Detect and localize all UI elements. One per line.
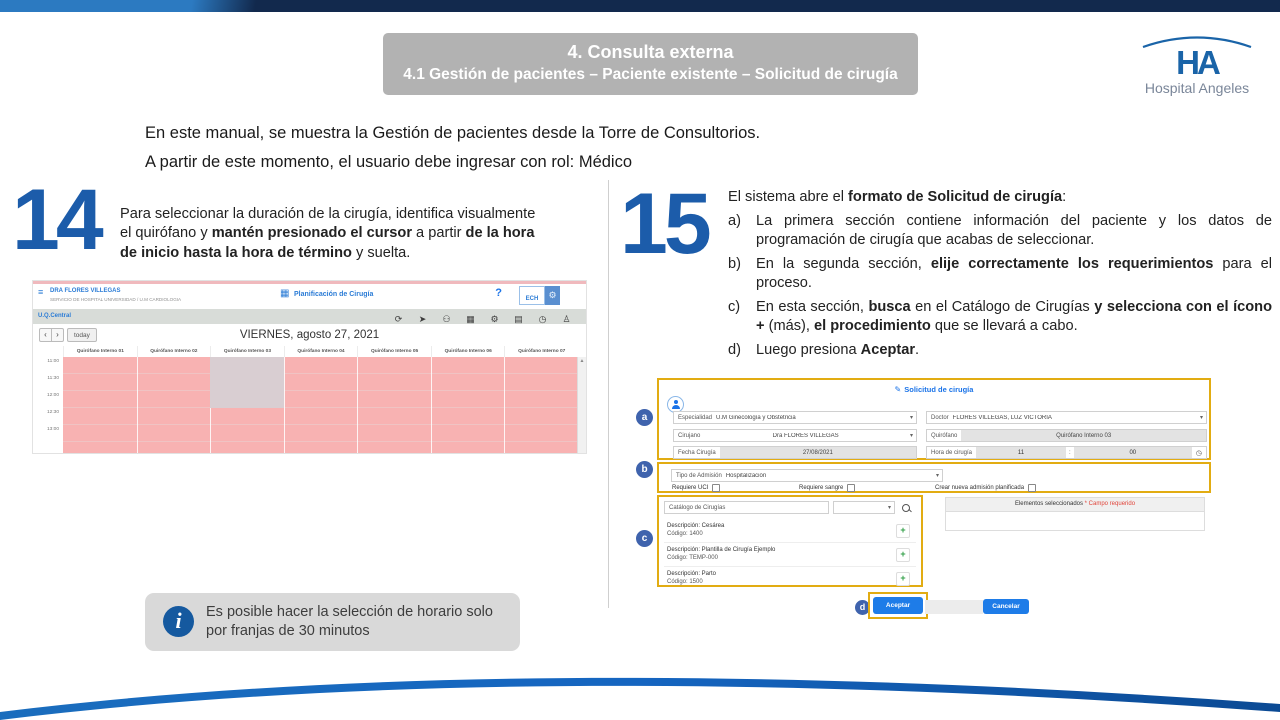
column-header: Quirófano Interno 05 bbox=[357, 346, 431, 357]
selected-elements-header bbox=[945, 497, 1205, 512]
slide-title bbox=[383, 33, 918, 95]
time-label: 12:30 bbox=[46, 410, 59, 415]
step15-text: La primera sección contiene información del paciente y los datos de programación de cirugía que acabas de seleccionar. bbox=[756, 212, 1272, 248]
section-c-catalog bbox=[657, 495, 923, 587]
column-header: Quirófano Interno 03 bbox=[210, 346, 284, 357]
field-label: Cirujano bbox=[678, 432, 701, 439]
item-label: d) bbox=[728, 341, 741, 358]
form-title bbox=[659, 385, 1209, 394]
calendar-screenshot bbox=[33, 281, 586, 453]
add-item-button[interactable]: + bbox=[896, 548, 910, 562]
item-code: Código: 1500 bbox=[667, 579, 703, 585]
glyph: ◷ bbox=[538, 314, 547, 324]
next-button[interactable]: › bbox=[52, 328, 64, 342]
intro-line1: En este manual, se muestra la Gestión de pacientes desde la Torre de Consultorios. bbox=[145, 124, 761, 142]
chevron-down-icon: ▾ bbox=[935, 473, 939, 479]
add-item-button[interactable]: + bbox=[896, 572, 910, 586]
glyph: ⚙ bbox=[490, 314, 499, 324]
glyph: ▦ bbox=[466, 314, 475, 324]
slide-title-line1: 4. Consulta externa bbox=[567, 42, 734, 62]
item-description: Descripción: Plantilla de Cirugía Ejemplo bbox=[667, 547, 776, 553]
step15-intro bbox=[728, 188, 1272, 208]
area-toolbar bbox=[33, 309, 586, 324]
step15-text: El sistema abre el bbox=[728, 189, 849, 205]
section-b-requirements bbox=[657, 462, 1211, 493]
ech-text: ECH bbox=[525, 296, 539, 302]
tipo-admision-select[interactable] bbox=[671, 469, 943, 482]
module-title: Planificación de Cirugía bbox=[294, 291, 374, 298]
step15-text: Luego presiona bbox=[756, 341, 861, 358]
catalog-item bbox=[664, 542, 916, 566]
intro-line2: A partir de este momento, el usuario debe ingresar con rol: Médico bbox=[145, 153, 633, 171]
scalpel-icon: ✎ bbox=[894, 385, 902, 394]
item-label: b) bbox=[728, 255, 741, 272]
schedule-grid bbox=[33, 346, 586, 453]
today-button[interactable]: today bbox=[67, 328, 97, 342]
chevron-down-icon: ▾ bbox=[1199, 415, 1203, 421]
settings-gear-icon[interactable]: ⚙ bbox=[545, 286, 560, 305]
step15-instructions bbox=[728, 188, 1272, 360]
grid-column bbox=[431, 357, 432, 453]
step15-text-bold: busca bbox=[868, 298, 911, 315]
field-label: Catálogo de Cirugías bbox=[669, 504, 726, 511]
chevron-down-icon: ▾ bbox=[887, 505, 891, 511]
accept-button[interactable]: Aceptar bbox=[873, 597, 923, 614]
catalog-search-field[interactable] bbox=[664, 501, 829, 514]
doctor-select[interactable] bbox=[926, 411, 1207, 424]
time-label: 13:00 bbox=[46, 427, 59, 432]
date-title: VIERNES, agosto 27, 2021 bbox=[239, 329, 380, 341]
info-note bbox=[145, 593, 520, 651]
glyph: ▤ bbox=[514, 314, 523, 324]
time-label: 12:00 bbox=[46, 393, 59, 398]
selected-elements-panel bbox=[945, 497, 1205, 531]
step15-text-bold: formato de Solicitud de cirugía bbox=[848, 189, 1063, 205]
menu-icon[interactable]: ≡ bbox=[38, 287, 44, 297]
item-description: Descripción: Cesárea bbox=[667, 523, 725, 529]
step14-text: Para seleccionar la duración de la cirugía, identifica visualmente el quirófano y bbox=[120, 205, 536, 242]
time-label: 11:00 bbox=[47, 359, 59, 364]
field-label: Hora de cirugía bbox=[931, 449, 973, 456]
column-header: Quirófano Interno 01 bbox=[63, 346, 137, 357]
column-header: Quirófano Interno 06 bbox=[431, 346, 505, 357]
prev-next-buttons bbox=[39, 328, 64, 342]
step14-text: y suelta. bbox=[351, 244, 411, 261]
cirujano-select[interactable] bbox=[673, 429, 917, 442]
field-value: U.M Ginecología y Obstetricia bbox=[716, 414, 796, 421]
step15-text-bold: el procedimiento bbox=[814, 318, 931, 334]
intro-text bbox=[145, 119, 760, 177]
catalog-list bbox=[664, 519, 916, 590]
item-code: Código: 1400 bbox=[667, 531, 703, 537]
badge-a: a bbox=[636, 409, 653, 426]
required-note: * Campo requerido bbox=[1084, 501, 1136, 507]
badge-c: c bbox=[636, 530, 653, 547]
footer-swoosh bbox=[0, 658, 1280, 720]
field-label: Tipo de Admisión bbox=[676, 472, 722, 479]
add-item-button[interactable]: + bbox=[896, 524, 910, 538]
catalog-search-row bbox=[664, 501, 910, 514]
item-description: Descripción: Parto bbox=[667, 571, 717, 577]
step15-text-bold: Aceptar bbox=[860, 341, 916, 358]
step15-item-b bbox=[728, 255, 1272, 294]
logo-monogram: HA bbox=[1176, 44, 1218, 81]
grid-column bbox=[504, 357, 505, 453]
cancel-button[interactable]: Cancelar bbox=[983, 599, 1029, 614]
badge-d: d bbox=[855, 600, 870, 615]
badge-b: b bbox=[636, 461, 653, 478]
top-accent-bar bbox=[0, 0, 1280, 12]
step14-instructions bbox=[120, 205, 550, 264]
grid-column bbox=[137, 357, 138, 453]
catalog-filter-select[interactable] bbox=[833, 501, 895, 514]
app-header bbox=[33, 284, 586, 309]
grid-column bbox=[357, 357, 358, 453]
checkbox-label: Requiere sangre bbox=[799, 485, 844, 491]
chevron-down-icon: ▾ bbox=[909, 415, 913, 421]
step14-text-bold: de la hora de inicio hasta la hora de término bbox=[120, 225, 535, 261]
requiere-uci-option bbox=[672, 484, 720, 492]
checkbox-label: Requiere UCI bbox=[672, 485, 709, 491]
checkbox-label: Crear nueva admisión planificada bbox=[935, 485, 1025, 491]
catalog-item bbox=[664, 519, 916, 542]
step15-text-bold: y selecciona con el ícono + bbox=[756, 298, 1272, 334]
calendar-nav-row bbox=[33, 324, 586, 346]
doctor-name: DRA FLORES VILLEGAS bbox=[50, 288, 121, 294]
catalog-item bbox=[664, 566, 916, 590]
requiere-sangre-checkbox[interactable] bbox=[847, 484, 855, 492]
step15-item-a bbox=[728, 212, 1272, 251]
scroll-up-icon[interactable]: ▲ bbox=[579, 358, 585, 364]
step15-text: en el Catálogo de Cirugías bbox=[910, 298, 1095, 315]
step15-text: : bbox=[1062, 189, 1067, 205]
person-icon bbox=[674, 400, 678, 404]
glyph: ➤ bbox=[418, 314, 427, 324]
step15-number: 15 bbox=[620, 176, 708, 272]
time-label: 11:30 bbox=[47, 376, 59, 381]
form-title-text: Solicitud de cirugía bbox=[904, 385, 974, 394]
step15-text: . bbox=[915, 341, 920, 358]
step15-item-d bbox=[728, 341, 1272, 361]
field-label: Fecha Cirugía bbox=[678, 449, 716, 456]
requiere-sangre-option bbox=[799, 484, 855, 492]
requiere-uci-checkbox[interactable] bbox=[712, 484, 720, 492]
nueva-admision-checkbox[interactable] bbox=[1028, 484, 1036, 492]
item-label: c) bbox=[728, 298, 741, 315]
logo-name: Hospital Angeles bbox=[1144, 80, 1250, 96]
field-value: FLORES VILLEGAS, LUZ VICTORIA bbox=[952, 414, 1052, 421]
nueva-admision-option bbox=[935, 484, 1036, 492]
info-icon: i bbox=[163, 606, 194, 637]
info-text: Es posible hacer la selección de horario solo por franjas de 30 minutos bbox=[206, 604, 493, 639]
field-label: Especialidad bbox=[678, 414, 713, 421]
step15-text: (más), bbox=[764, 318, 814, 334]
quirofano-field bbox=[926, 429, 1207, 442]
app-logo bbox=[519, 286, 560, 305]
search-icon[interactable] bbox=[902, 504, 910, 512]
button-gap bbox=[925, 600, 983, 614]
field-value: Hospitalización bbox=[725, 472, 767, 479]
fecha-field bbox=[673, 446, 917, 459]
ech-logo bbox=[519, 286, 545, 305]
column-divider bbox=[608, 180, 609, 608]
item-code: Código: TEMP-000 bbox=[667, 555, 718, 561]
step15-text: que se llevará a cabo. bbox=[930, 318, 1078, 334]
step14-number: 14 bbox=[12, 172, 100, 268]
chevron-down-icon: ▾ bbox=[909, 433, 913, 439]
glyph: ♙ bbox=[562, 314, 571, 324]
step14-text-bold: mantén presionado el cursor bbox=[211, 225, 412, 242]
field-value-disabled: Quirófano Interno 03 bbox=[961, 430, 1206, 441]
clock-icon[interactable]: ◷ bbox=[1195, 449, 1202, 457]
glyph: ⚇ bbox=[442, 314, 451, 324]
service-line: SERVICIO DE HOSPITAL UNIVERSIDAD / U.M CARDIOLOGIA bbox=[50, 297, 182, 302]
surgery-form-screenshot bbox=[655, 376, 1215, 622]
area-tab[interactable]: U.Q.Central bbox=[38, 313, 72, 319]
item-label: a) bbox=[728, 212, 741, 229]
glyph: ⟳ bbox=[394, 314, 403, 324]
slide-title-line2: 4.1 Gestión de pacientes – Paciente existente – Solicitud de cirugía bbox=[403, 66, 898, 83]
column-header: Quirófano Interno 02 bbox=[137, 346, 211, 357]
especialidad-select[interactable] bbox=[673, 411, 917, 424]
step15-text-bold: elije correctamente los requerimientos bbox=[930, 255, 1214, 272]
grid-column bbox=[284, 357, 285, 453]
checkbox-row bbox=[659, 484, 1209, 494]
hospital-angeles-logo bbox=[1136, 34, 1258, 96]
selected-header-text: Elementos seleccionados bbox=[1014, 501, 1085, 507]
step15-item-c bbox=[728, 298, 1272, 337]
column-header: Quirófano Interno 07 bbox=[504, 346, 578, 357]
minute-value: 00 bbox=[1074, 447, 1192, 458]
section-a-patient-data bbox=[657, 378, 1211, 460]
step15-text: En la segunda sección, bbox=[756, 255, 931, 272]
field-label: Doctor bbox=[931, 414, 949, 421]
selected-elements-empty bbox=[945, 512, 1205, 531]
calendar-icon: ▦ bbox=[280, 288, 290, 299]
selected-time-range[interactable] bbox=[210, 357, 284, 408]
hora-field bbox=[926, 446, 1207, 459]
help-icon[interactable]: ? bbox=[495, 287, 502, 299]
column-header: Quirófano Interno 04 bbox=[284, 346, 358, 357]
step15-text: En esta sección, bbox=[756, 298, 869, 315]
time-separator: : bbox=[1069, 449, 1071, 456]
hour-value: 11 bbox=[976, 447, 1066, 458]
prev-button[interactable]: ‹ bbox=[39, 328, 52, 342]
time-cells[interactable] bbox=[63, 357, 578, 453]
field-label: Quirófano bbox=[931, 432, 958, 439]
step15-text: para el proceso. bbox=[756, 255, 1272, 291]
field-value-disabled: 27/08/2021 bbox=[720, 447, 916, 458]
step14-text: a partir bbox=[412, 225, 466, 242]
person-icon-body bbox=[672, 405, 680, 409]
grid-scrollbar[interactable] bbox=[577, 357, 586, 453]
field-value: Dra FLORES VILLEGAS bbox=[772, 432, 839, 439]
